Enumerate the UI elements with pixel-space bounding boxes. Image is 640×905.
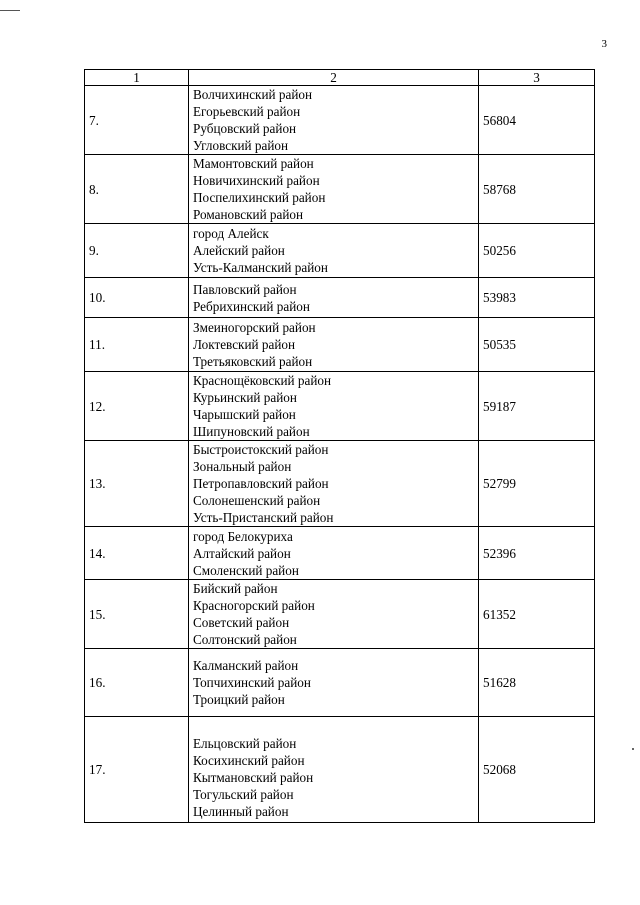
district-list bbox=[189, 441, 479, 527]
table-row bbox=[85, 86, 595, 155]
district-list bbox=[189, 717, 479, 823]
district-list bbox=[189, 278, 479, 318]
district-name: Бийский район bbox=[193, 581, 278, 596]
district-name: Красногорский район bbox=[193, 598, 315, 613]
district-name: Советский район bbox=[193, 615, 290, 630]
district-name: Алтайский район bbox=[193, 545, 291, 561]
table-row bbox=[85, 580, 595, 649]
district-name: Мамонтовский район bbox=[193, 156, 314, 171]
table-row bbox=[85, 527, 595, 580]
districts-table bbox=[84, 69, 595, 823]
district-code: 59187 bbox=[479, 372, 595, 441]
district-name: Поспелихинский район bbox=[193, 190, 326, 205]
district-name: Топчихинский район bbox=[193, 675, 311, 690]
district-code: 52068 bbox=[479, 717, 595, 823]
row-number: 9. bbox=[85, 224, 189, 278]
district-name: Тогульский район bbox=[193, 787, 294, 802]
district-code: 56804 bbox=[479, 86, 595, 155]
table-row bbox=[85, 372, 595, 441]
district-name: Целинный район bbox=[193, 804, 289, 819]
district-code: 61352 bbox=[479, 580, 595, 649]
district-name: Змеиногорский район bbox=[193, 320, 316, 335]
district-name: Зональный район bbox=[193, 459, 292, 474]
district-name: Троицкий район bbox=[193, 692, 285, 707]
district-name: Рубцовский район bbox=[193, 121, 297, 136]
scan-corner-mark bbox=[0, 10, 20, 11]
district-list bbox=[189, 649, 479, 717]
district-name: Чарышский район bbox=[193, 407, 296, 422]
table-row bbox=[85, 318, 595, 372]
district-name: Курьинский район bbox=[193, 390, 297, 405]
district-name: город Белокуриха bbox=[193, 528, 293, 544]
row-number: 8. bbox=[85, 155, 189, 224]
table-row bbox=[85, 441, 595, 527]
row-number: 14. bbox=[85, 527, 189, 580]
district-list bbox=[189, 372, 479, 441]
district-name: Романовский район bbox=[193, 207, 304, 222]
district-code: 50256 bbox=[479, 224, 595, 278]
table-row bbox=[85, 278, 595, 318]
table-row bbox=[85, 224, 595, 278]
table-row bbox=[85, 649, 595, 717]
header-cell-3: 3 bbox=[479, 70, 595, 86]
district-name: Егорьевский район bbox=[193, 104, 301, 119]
row-number: 17. bbox=[85, 717, 189, 823]
district-list bbox=[189, 155, 479, 224]
district-code: 52396 bbox=[479, 527, 595, 580]
district-name: город Алейск bbox=[193, 226, 269, 241]
district-name: Ребрихинский район bbox=[193, 298, 310, 314]
district-code: 52799 bbox=[479, 441, 595, 527]
page-number: 3 bbox=[601, 38, 607, 50]
district-list bbox=[189, 527, 479, 580]
district-name: Волчихинский район bbox=[193, 87, 313, 102]
row-number: 10. bbox=[85, 278, 189, 318]
scan-edge-mark bbox=[632, 748, 634, 750]
district-name: Ельцовский район bbox=[193, 736, 297, 751]
district-code: 53983 bbox=[479, 278, 595, 318]
district-list bbox=[189, 580, 479, 649]
table-row bbox=[85, 717, 595, 823]
row-number: 11. bbox=[85, 318, 189, 372]
district-list bbox=[189, 86, 479, 155]
district-name: Павловский район bbox=[193, 281, 297, 297]
district-code: 58768 bbox=[479, 155, 595, 224]
district-name: Локтевский район bbox=[193, 337, 296, 352]
district-code: 51628 bbox=[479, 649, 595, 717]
district-name: Петропавловский район bbox=[193, 476, 329, 491]
district-name: Краснощёковский район bbox=[193, 373, 332, 388]
row-number: 12. bbox=[85, 372, 189, 441]
district-list bbox=[189, 318, 479, 372]
district-name: Калманский район bbox=[193, 658, 299, 673]
table-header-row bbox=[85, 70, 595, 86]
district-name: Косихинский район bbox=[193, 753, 305, 768]
row-number: 16. bbox=[85, 649, 189, 717]
row-number: 7. bbox=[85, 86, 189, 155]
row-number: 15. bbox=[85, 580, 189, 649]
header-cell-1: 1 bbox=[85, 70, 189, 86]
district-name: Новичихинский район bbox=[193, 173, 320, 188]
district-name: Третьяковский район bbox=[193, 354, 313, 369]
district-list bbox=[189, 224, 479, 278]
district-name: Алейский район bbox=[193, 243, 285, 258]
district-name: Угловский район bbox=[193, 138, 289, 153]
district-name: Шипуновский район bbox=[193, 424, 310, 439]
district-name: Солонешенский район bbox=[193, 493, 321, 508]
row-number: 13. bbox=[85, 441, 189, 527]
district-name: Быстроистокский район bbox=[193, 442, 329, 457]
district-code: 50535 bbox=[479, 318, 595, 372]
district-name: Усть-Калманский район bbox=[193, 260, 328, 275]
district-name: Усть-Пристанский район bbox=[193, 510, 334, 525]
district-name: Кытмановский район bbox=[193, 770, 314, 785]
table-row bbox=[85, 155, 595, 224]
district-name: Смоленский район bbox=[193, 562, 299, 578]
district-name: Солтонский район bbox=[193, 632, 297, 647]
header-cell-2: 2 bbox=[189, 70, 479, 86]
